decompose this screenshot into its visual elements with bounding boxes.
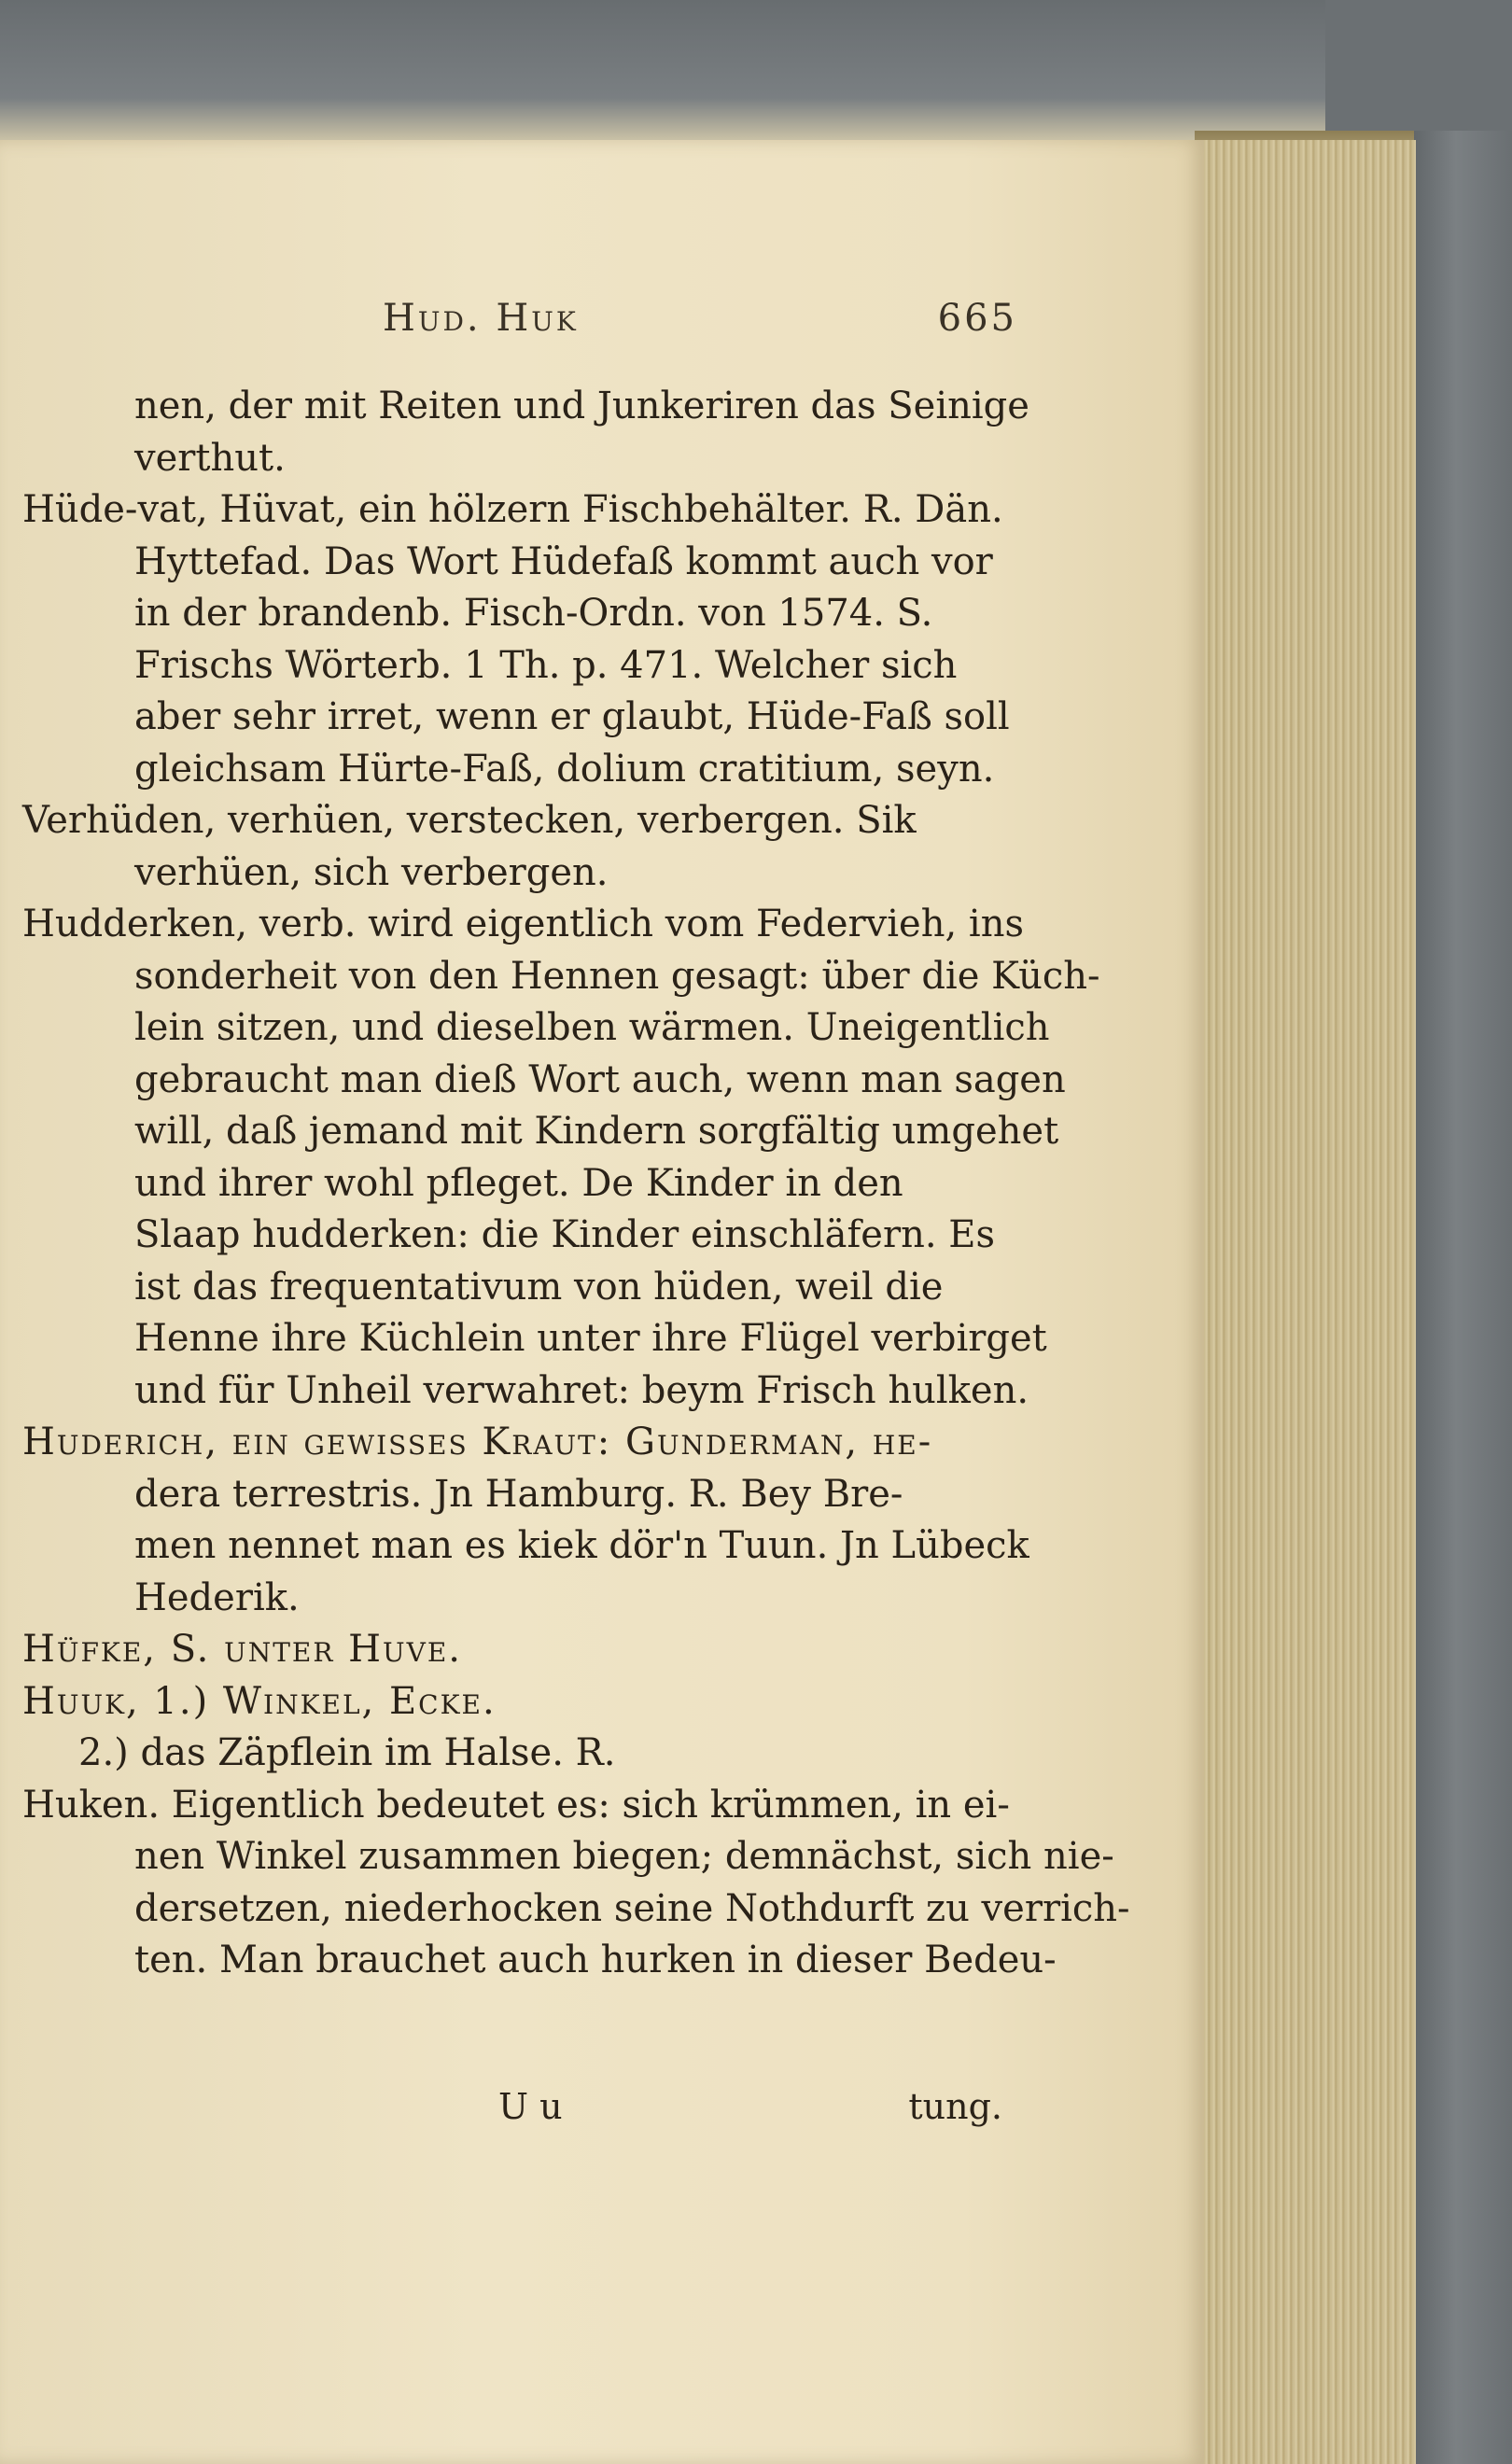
text-line: verhüen, sich verbergen. [134, 850, 609, 894]
page-footer [22, 2086, 1012, 2137]
text-line: Huuk, 1.) Winkel, Ecke. [22, 1679, 497, 1723]
text-line: Hudderken, verb. wird eigentlich vom Federvieh, ins [22, 903, 1024, 945]
text-line: nen, der mit Reiten und Junkeriren das Seinige [134, 385, 1029, 427]
text-line: gleichsam Hürte-Faß, dolium cratitium, seyn. [134, 747, 995, 791]
running-header [383, 297, 1017, 353]
text-line: Hederik. [134, 1575, 300, 1619]
book-cover-top [0, 0, 1325, 140]
text-line: dersetzen, niederhocken seine Nothdurft zu verrich- [134, 1886, 1130, 1930]
text-line: sonderheit von den Hennen gesagt: über die Küch- [134, 954, 1100, 998]
catchword: tung. [908, 2086, 1002, 2127]
text-line: aber sehr irret, wenn er glaubt, Hüde-Faß soll [134, 695, 1010, 738]
text-line: ist das frequentativum von hüden, weil die [134, 1265, 944, 1309]
header-keywords: Hud. Huk [383, 297, 579, 340]
text-line: lein sitzen, und dieselben wärmen. Uneigentlich [134, 1006, 1050, 1049]
text-line: verthut. [134, 436, 286, 480]
text-line: Slaap hudderken: die Kinder einschläfern. Es [134, 1213, 996, 1256]
text-line: Huderich, ein gewisses Kraut: Gunderman, he- [22, 1421, 933, 1463]
signature-mark: U u [498, 2086, 563, 2127]
page-number: 665 [937, 297, 1017, 340]
text-line: 2.) das Zäpflein im Halse. R. [78, 1731, 616, 1774]
text-line: gebraucht man dieß Wort auch, wenn man sagen [134, 1057, 1066, 1101]
page-fore-edge [1195, 140, 1416, 2464]
text-line: will, daß jemand mit Kindern sorgfältig umgehet [134, 1110, 1059, 1153]
text-line: Verhüden, verhüen, verstecken, verbergen. Sik [22, 799, 917, 842]
book-cover-right [1400, 131, 1512, 2464]
text-line: ten. Man brauchet auch hurken in dieser Bedeu- [134, 1939, 1057, 1981]
text-line: Hüfke, S. unter Huve. [22, 1628, 462, 1671]
text-line: nen Winkel zusammen biegen; demnächst, sich nie- [134, 1835, 1114, 1878]
text-line: in der brandenb. Fisch-Ordn. von 1574. S. [134, 592, 933, 635]
text-line: und für Unheil verwahret: beym Frisch hulken. [134, 1368, 1029, 1412]
text-line: und ihrer wohl pfleget. De Kinder in den [134, 1161, 903, 1205]
text-line: Henne ihre Küchlein unter ihre Flügel verbirget [134, 1317, 1047, 1360]
text-line: dera terrestris. Jn Hamburg. R. Bey Bre- [134, 1472, 903, 1516]
text-line: Huken. Eigentlich bedeutet es: sich krümmen, in ei- [22, 1783, 1010, 1827]
text-line: Frischs Wörterb. 1 Th. p. 471. Welcher sich [134, 643, 958, 687]
page-text [22, 381, 1130, 1987]
text-line: Hüde-vat, Hüvat, ein hölzern Fischbehälter. R. Dän. [22, 488, 1003, 531]
text-line: Hyttefad. Das Wort Hüdefaß kommt auch vor [134, 539, 993, 583]
text-lines [22, 381, 1130, 1987]
text-line: men nennet man es kiek dör'n Tuun. Jn Lübeck [134, 1524, 1029, 1567]
